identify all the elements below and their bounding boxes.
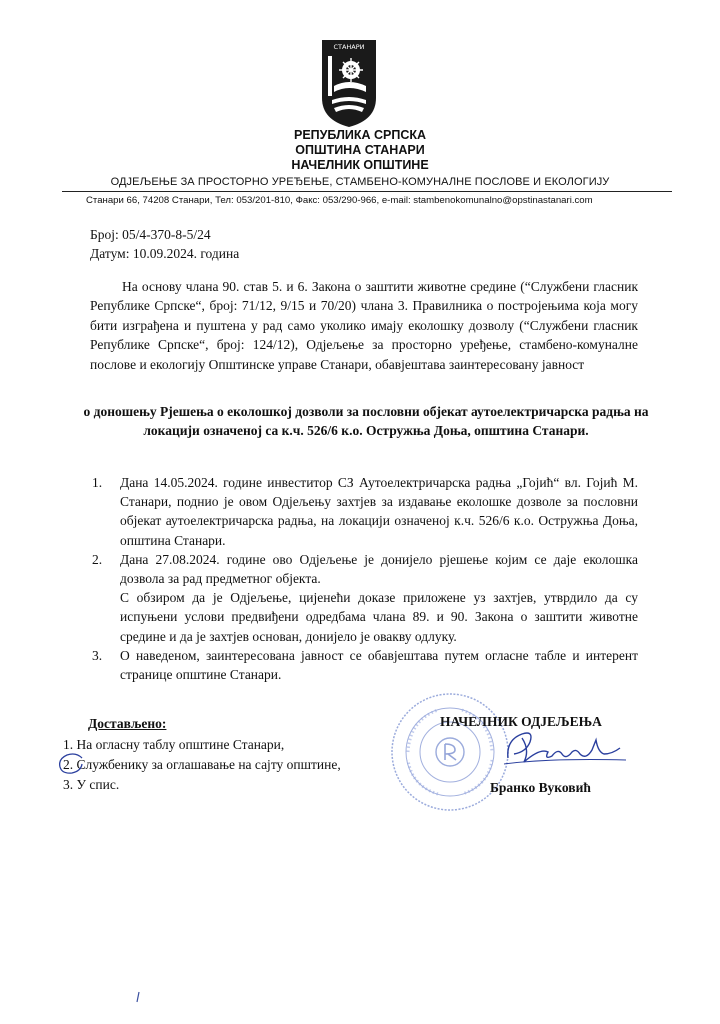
handwritten-signature [500, 718, 630, 773]
list-item-text: Дана 14.05.2024. године инвеститор СЗ Аутоелектричарска радња „Гојић“ вл. Гојић М. Станари, поднио је овом Одјељењу захтјев за издавање еколошке дозволе за пословни објекат аутоелектричарска радња, на локацији означеној к.ч. 526/6 к.о. Остружња Доња, општина Станари. [120, 475, 638, 548]
header-divider [62, 191, 672, 192]
list-item-extra-text: С обзиром да је Одјељење, цијенећи доказе приложене уз захтјев, утврдило да су испуњени услови предвиђени одредбама члана 89. и 90. Закона о заштити животне средине и да је захтјев основан, донијело је овакву одлуку. [120, 590, 638, 644]
stray-pen-mark [134, 990, 142, 1004]
notice-list [90, 473, 638, 684]
list-item-number: 3. [92, 647, 103, 663]
list-item-number: 2. [92, 551, 103, 567]
list-item [90, 550, 638, 646]
notice-subject: о доношењу Рјешења о еколошкој дозволи за пословни објекат аутоелектричарска радња на локацији означеној са к.ч. 526/6 к.о. Остружња Доња, општина Станари. [83, 404, 649, 438]
header-mayor: НАЧЕЛНИК ОПШТИНЕ [291, 158, 429, 172]
header-municipality: ОПШТИНА СТАНАРИ [295, 143, 425, 157]
intro-paragraph: На основу члана 90. став 5. и 6. Закона о заштити животне средине (“Службени гласник Републике Српске“, број: 71/12, 9/15 и 70/20) члана 3. Правилника о постројењима која могу бити изграђена и пуштена у рад само уколико имају еколошку дозволу (“Службени гласник Републике Српске“, број: 124/12), Одјељење за просторно уређење, стамбено-комуналне послове и екологију Општинске управе Станари, обавјештава заинтересовану јавност [90, 279, 638, 372]
list-item [90, 646, 638, 684]
list-item-text: О наведеном, заинтересована јавност се обавјештава путем огласне табле и интерент странице општине Станари. [120, 647, 638, 683]
signatory-name: Бранко Вуковић [490, 780, 591, 795]
delivery-item: 1. На огласну таблу општине Станари, [63, 737, 285, 752]
header-address: Станари 66, 74208 Станари, Тел: 053/201-810, Факс: 053/290-966, e-mail: stambenokomunalno@opstinastanari.com [86, 195, 593, 206]
document-number: Број: 05/4-370-8-5/24 [90, 227, 211, 242]
document-date: Датум: 10.09.2024. година [90, 246, 240, 261]
municipality-coat-of-arms [320, 38, 378, 128]
svg-text:СТАНАРИ: СТАНАРИ [333, 43, 365, 51]
list-item [90, 473, 638, 550]
delivery-item: 3. У спис. [63, 777, 120, 792]
list-item-text: Дана 27.08.2024. године ово Одјељење је донијело рјешење којим се даје еколошка дозвола за рад предметног објекта. [120, 551, 638, 587]
list-item-number: 1. [92, 475, 103, 490]
delivery-item: 2. Службенику за оглашавање на сајту општине, [63, 757, 341, 772]
header-republic: РЕПУБЛИКА СРПСКА [293, 128, 427, 142]
signatory-title: НАЧЕЛНИК ОДЈЕЉЕЊА [440, 714, 602, 729]
handwritten-circle-mark [56, 752, 86, 776]
header-department: ОДЈЕЉЕЊЕ ЗА ПРОСТОРНО УРЕЂЕЊЕ, СТАМБЕНО-КОМУНАЛНЕ ПОСЛОВЕ И ЕКОЛОГИЈУ [110, 176, 610, 188]
delivery-title: Достављено: [88, 716, 167, 731]
